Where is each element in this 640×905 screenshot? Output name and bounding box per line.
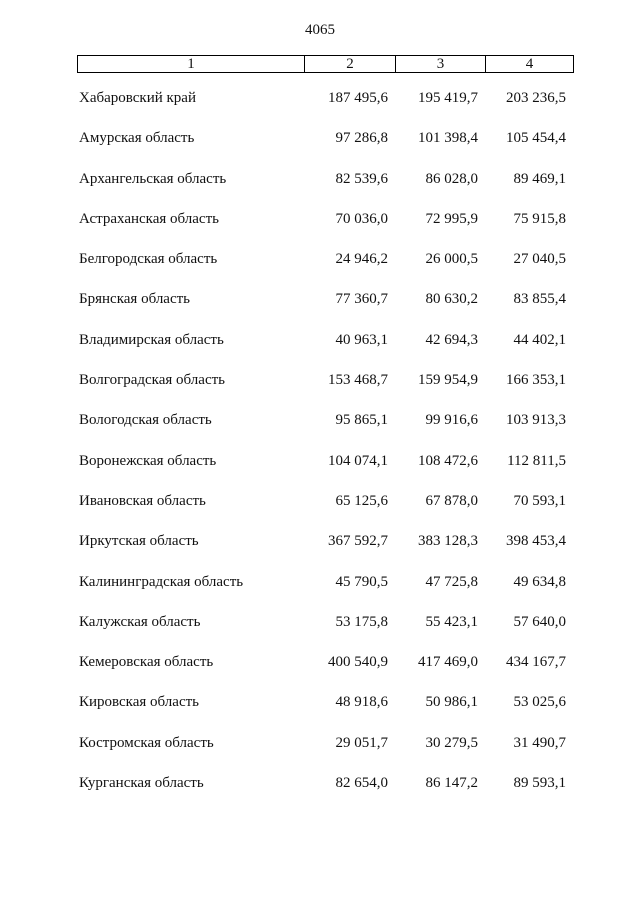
value-col-3: 86 147,2 (425, 775, 478, 792)
value-col-3: 26 000,5 (425, 251, 478, 268)
value-col-3: 47 725,8 (425, 573, 478, 590)
region-name: Кировская область (79, 694, 200, 711)
value-col-3: 383 128,3 (418, 533, 478, 550)
value-col-4: 166 353,1 (506, 372, 566, 389)
value-col-4: 57 640,0 (513, 613, 566, 630)
table-row (0, 88, 640, 128)
column-header-3: 3 (396, 56, 486, 73)
value-col-3: 195 419,7 (418, 90, 478, 106)
value-col-2: 82 654,0 (335, 775, 388, 792)
region-name: Калужская область (79, 613, 201, 630)
value-col-4: 27 040,5 (513, 251, 566, 268)
value-col-3: 72 995,9 (425, 210, 478, 227)
value-col-4: 75 915,8 (513, 210, 566, 227)
value-col-2: 48 918,6 (335, 694, 388, 711)
table-row (0, 128, 640, 168)
region-name: Белгородская область (79, 251, 218, 268)
value-col-2: 97 286,8 (335, 130, 388, 147)
table-row (0, 370, 640, 410)
value-col-4: 103 913,3 (506, 412, 566, 429)
value-col-2: 40 963,1 (335, 331, 388, 348)
table-row (0, 572, 640, 612)
page-number: 4065 (305, 22, 335, 38)
table-row (0, 652, 640, 692)
region-name: Хабаровский край (79, 90, 196, 106)
value-col-3: 80 630,2 (425, 291, 478, 308)
region-name: Курганская область (79, 775, 204, 792)
column-header-2: 2 (305, 56, 396, 73)
value-col-2: 400 540,9 (328, 654, 388, 671)
value-col-4: 44 402,1 (513, 331, 566, 348)
value-col-4: 89 469,1 (513, 170, 566, 187)
value-col-3: 55 423,1 (425, 613, 478, 630)
region-name: Архангельская область (79, 170, 227, 187)
value-col-2: 24 946,2 (335, 251, 388, 268)
region-name: Вологодская область (79, 412, 212, 429)
table-row (0, 410, 640, 450)
region-name: Астраханская область (79, 210, 219, 227)
region-name: Волгоградская область (79, 372, 225, 389)
value-col-3: 108 472,6 (418, 452, 478, 469)
region-name: Амурская область (79, 130, 195, 147)
value-col-4: 398 453,4 (506, 533, 566, 550)
region-name: Костромская область (79, 734, 214, 751)
value-col-3: 67 878,0 (425, 492, 478, 509)
region-name: Кемеровская область (79, 654, 214, 671)
value-col-3: 417 469,0 (418, 654, 478, 671)
table-row (0, 451, 640, 491)
table-body (0, 88, 640, 813)
value-col-4: 203 236,5 (506, 90, 566, 106)
value-col-2: 187 495,6 (328, 90, 388, 106)
value-col-2: 82 539,6 (335, 170, 388, 187)
table-row (0, 491, 640, 531)
table-row (0, 773, 640, 813)
table-row (0, 692, 640, 732)
value-col-4: 49 634,8 (513, 573, 566, 590)
table-row (0, 531, 640, 571)
value-col-2: 45 790,5 (335, 573, 388, 590)
value-col-4: 70 593,1 (513, 492, 566, 509)
value-col-3: 50 986,1 (425, 694, 478, 711)
column-header-row (78, 56, 574, 73)
table-row (0, 612, 640, 652)
table-row (0, 289, 640, 329)
table-row (0, 733, 640, 773)
value-col-4: 83 855,4 (513, 291, 566, 308)
value-col-4: 112 811,5 (507, 452, 566, 469)
value-col-3: 42 694,3 (425, 331, 478, 348)
region-name: Иркутская область (79, 533, 199, 550)
value-col-2: 65 125,6 (335, 492, 388, 509)
value-col-3: 101 398,4 (418, 130, 478, 147)
value-col-2: 95 865,1 (335, 412, 388, 429)
column-header-table (77, 55, 574, 73)
value-col-4: 53 025,6 (513, 694, 566, 711)
column-header-1: 1 (78, 56, 305, 73)
value-col-4: 434 167,7 (506, 654, 566, 671)
region-name: Владимирская область (79, 331, 224, 348)
region-name: Брянская область (79, 291, 191, 308)
region-name: Ивановская область (79, 492, 206, 509)
value-col-2: 104 074,1 (328, 452, 388, 469)
value-col-3: 159 954,9 (418, 372, 478, 389)
value-col-2: 153 468,7 (328, 372, 388, 389)
value-col-2: 70 036,0 (335, 210, 388, 227)
table-row (0, 209, 640, 249)
value-col-2: 53 175,8 (335, 613, 388, 630)
value-col-4: 31 490,7 (513, 734, 566, 751)
value-col-3: 30 279,5 (425, 734, 478, 751)
table-row (0, 169, 640, 209)
column-header-4: 4 (486, 56, 574, 73)
region-name: Калининградская область (79, 573, 244, 590)
table-row (0, 249, 640, 289)
value-col-2: 29 051,7 (335, 734, 388, 751)
table-row (0, 330, 640, 370)
value-col-4: 89 593,1 (513, 775, 566, 792)
value-col-2: 367 592,7 (328, 533, 388, 550)
value-col-2: 77 360,7 (335, 291, 388, 308)
value-col-4: 105 454,4 (506, 130, 566, 147)
value-col-3: 99 916,6 (425, 412, 478, 429)
value-col-3: 86 028,0 (425, 170, 478, 187)
region-name: Воронежская область (79, 452, 217, 469)
